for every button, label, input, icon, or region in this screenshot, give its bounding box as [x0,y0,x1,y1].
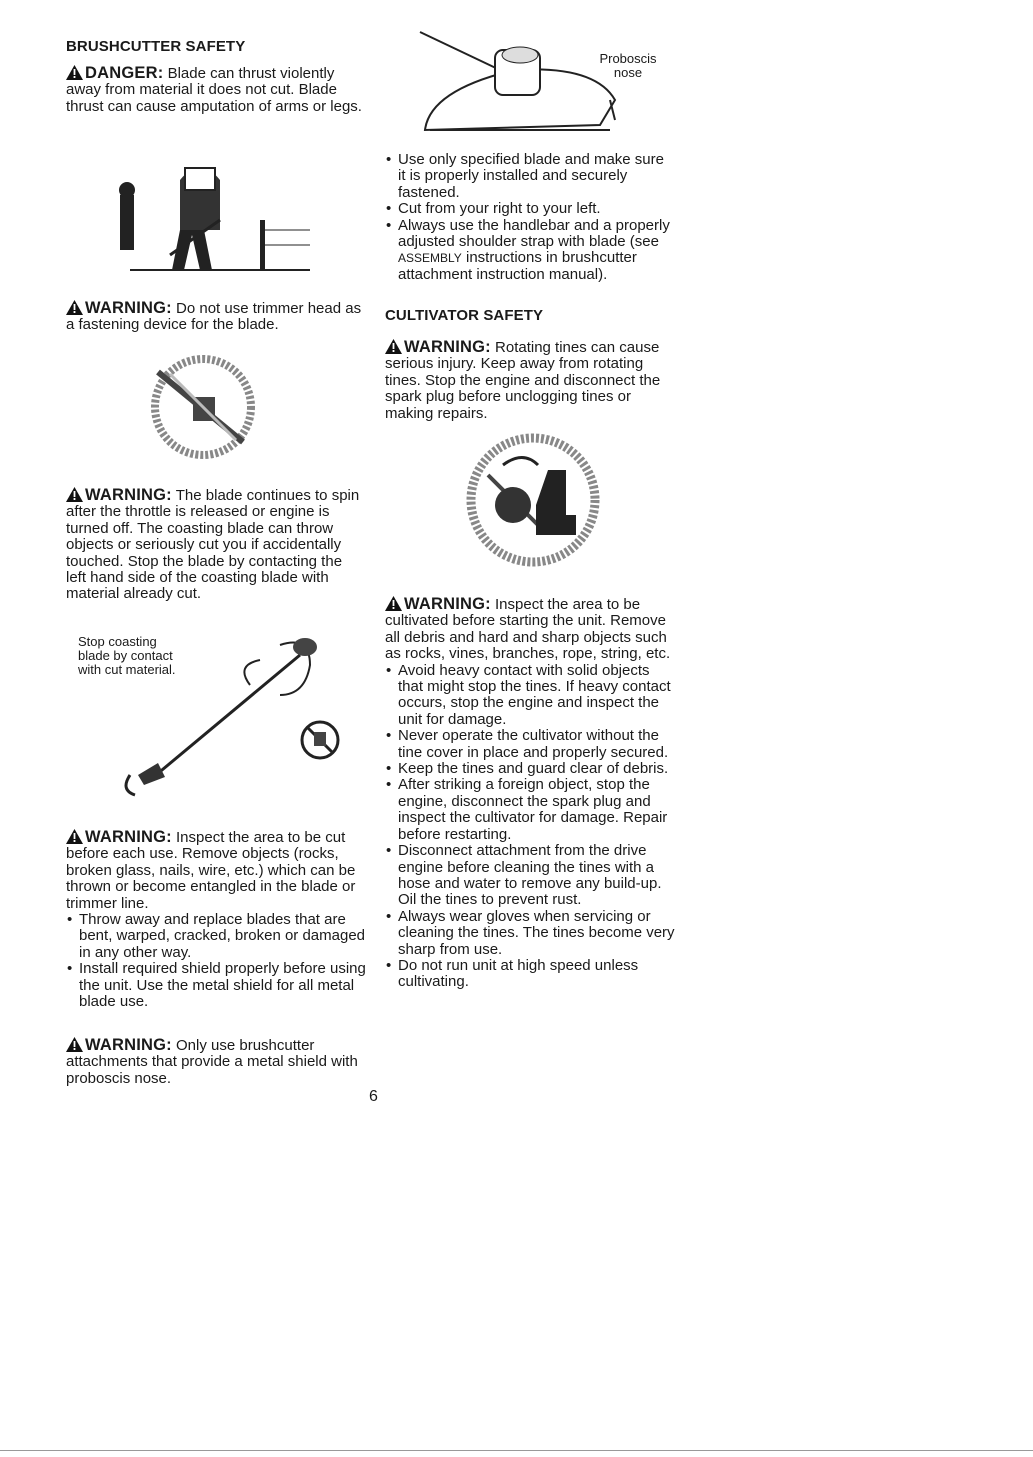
warning-label: WARNING: [404,338,491,356]
bullet-item: • Avoid heavy contact with solid objects that might stop the tines. If heavy contact occurs, stop the engine and inspect the unit for damage. [385,663,675,729]
warning-label: WARNING: [404,595,491,613]
bullet-text: instructions in brushcutter attachment instruction manual). [398,249,637,283]
warning-triangle-icon [66,1037,83,1052]
bullet-item: • Do not run unit at high speed unless cultivating. [385,958,675,991]
bullet-item: • Cut from your right to your left. [385,201,675,217]
warning-triangle-icon [66,829,83,844]
warning-text: The blade continues to spin after the throttle is released or engine is turned off. The coasting blade can throw objects or seriously cut you if accidentally touched. Stop the blade by contacting the left hand side of the coasting blade with material already cut. [66,487,360,603]
warning-signal [66,828,172,846]
proboscis-label [593,52,663,80]
bullet-item: • Disconnect attachment from the drive engine before cleaning the tines with a hose and water to remove any build-up. Oil the tines to prevent rust. [385,843,675,909]
bullet-text: Always use the handlebar and a properly adjusted shoulder strap with blade (see [398,216,670,251]
warning-label: WARNING: [85,299,172,317]
bullet-item: • Use only specified blade and make sure it is properly installed and securely fastened. [385,152,675,201]
warning-label: WARNING: [85,486,172,504]
warning-signal [66,299,172,317]
bullet-item: • Throw away and replace blades that are bent, warped, cracked, broken or damaged in any other way. [66,912,366,961]
brushcutter-safety-heading: BRUSHCUTTER SAFETY [66,38,246,55]
warning-text: Inspect the area to be cut before each use. Remove objects (rocks, broken glass, nails, wire, etc.) which can be thrown or become entangled in the blade or trimmer line. [66,829,356,912]
bullet-item: • After striking a foreign object, stop the engine, disconnect the spark plug and inspect the cultivator for damage. Repair before restarting. [385,777,675,843]
warning-text: Rotating tines can cause serious injury. Keep away from rotating tines. Stop the engine and disconnect the spark plug before unclogging tines or making repairs. [385,339,661,422]
warning-text: Inspect the area to be cultivated before starting the unit. Remove all debris and hard and sharp objects such as rocks, vines, branches, rope, string, etc. [385,596,671,663]
bullet-item [385,218,675,284]
bullet-item: • Install required shield properly before using the unit. Use the metal shield for all metal blade use. [66,961,366,1010]
warning-triangle-icon [385,596,402,611]
warning-signal [385,595,491,613]
danger-label: DANGER: [85,64,164,82]
warning-triangle-icon [66,65,83,80]
blade-usage-block [385,152,675,283]
danger-text: Blade can thrust violently away from material it does not cut. Blade thrust can cause amputation of arms or legs. [66,65,362,115]
warning-rotating-tines-block [385,339,675,422]
danger-block [66,65,366,115]
warning-coasting-block [66,487,366,603]
warning-label: WARNING: [85,1036,172,1054]
warning-cultivated-area-block [385,596,675,991]
operator-bystander-illustration [110,160,320,280]
page-bottom-rule [0,1450,1033,1451]
cultivator-safety-heading: CULTIVATOR SAFETY [385,307,544,324]
danger-signal [66,64,163,82]
brushcutter-bullet-list [66,912,366,1010]
warning-text: Do not use trimmer head as a fastening device for the blade. [66,300,362,334]
coasting-blade-illustration [110,625,355,805]
warning-triangle-icon [385,339,402,354]
cultivator-bullet-list [385,663,675,991]
no-foot-near-tines-icon [463,430,603,570]
caption-line: blade by contact [78,648,173,663]
label-line: nose [613,65,643,80]
page-number: 6 [369,1088,378,1105]
proboscis-shield-illustration [410,30,630,140]
caption-line: Stop coasting [78,634,157,649]
caption-line: with cut material. [78,662,176,677]
bullet-item: • Never operate the cultivator without the tine cover in place and properly secured. [385,728,675,761]
warning-triangle-icon [66,300,83,315]
warning-text: Only use brushcutter attachments that provide a metal shield with proboscis nose. [66,1037,358,1087]
bullet-item: • Keep the tines and guard clear of debris. [385,761,675,777]
no-trimmer-head-icon [148,352,258,462]
bullet-item: • Always wear gloves when servicing or cleaning the tines. The tines become very sharp from use. [385,909,675,958]
warning-triangle-icon [66,487,83,502]
warning-label: WARNING: [85,828,172,846]
warning-proboscis-block [66,1037,366,1087]
warning-trimmer-head-block [66,300,366,334]
assembly-ref: ASSEMBLY [398,251,462,266]
label-line: Proboscis [599,51,657,66]
blade-bullet-list [385,152,675,283]
warning-inspect-area-block [66,829,366,1010]
warning-signal [66,486,172,504]
warning-signal [385,338,491,356]
warning-signal [66,1036,172,1054]
